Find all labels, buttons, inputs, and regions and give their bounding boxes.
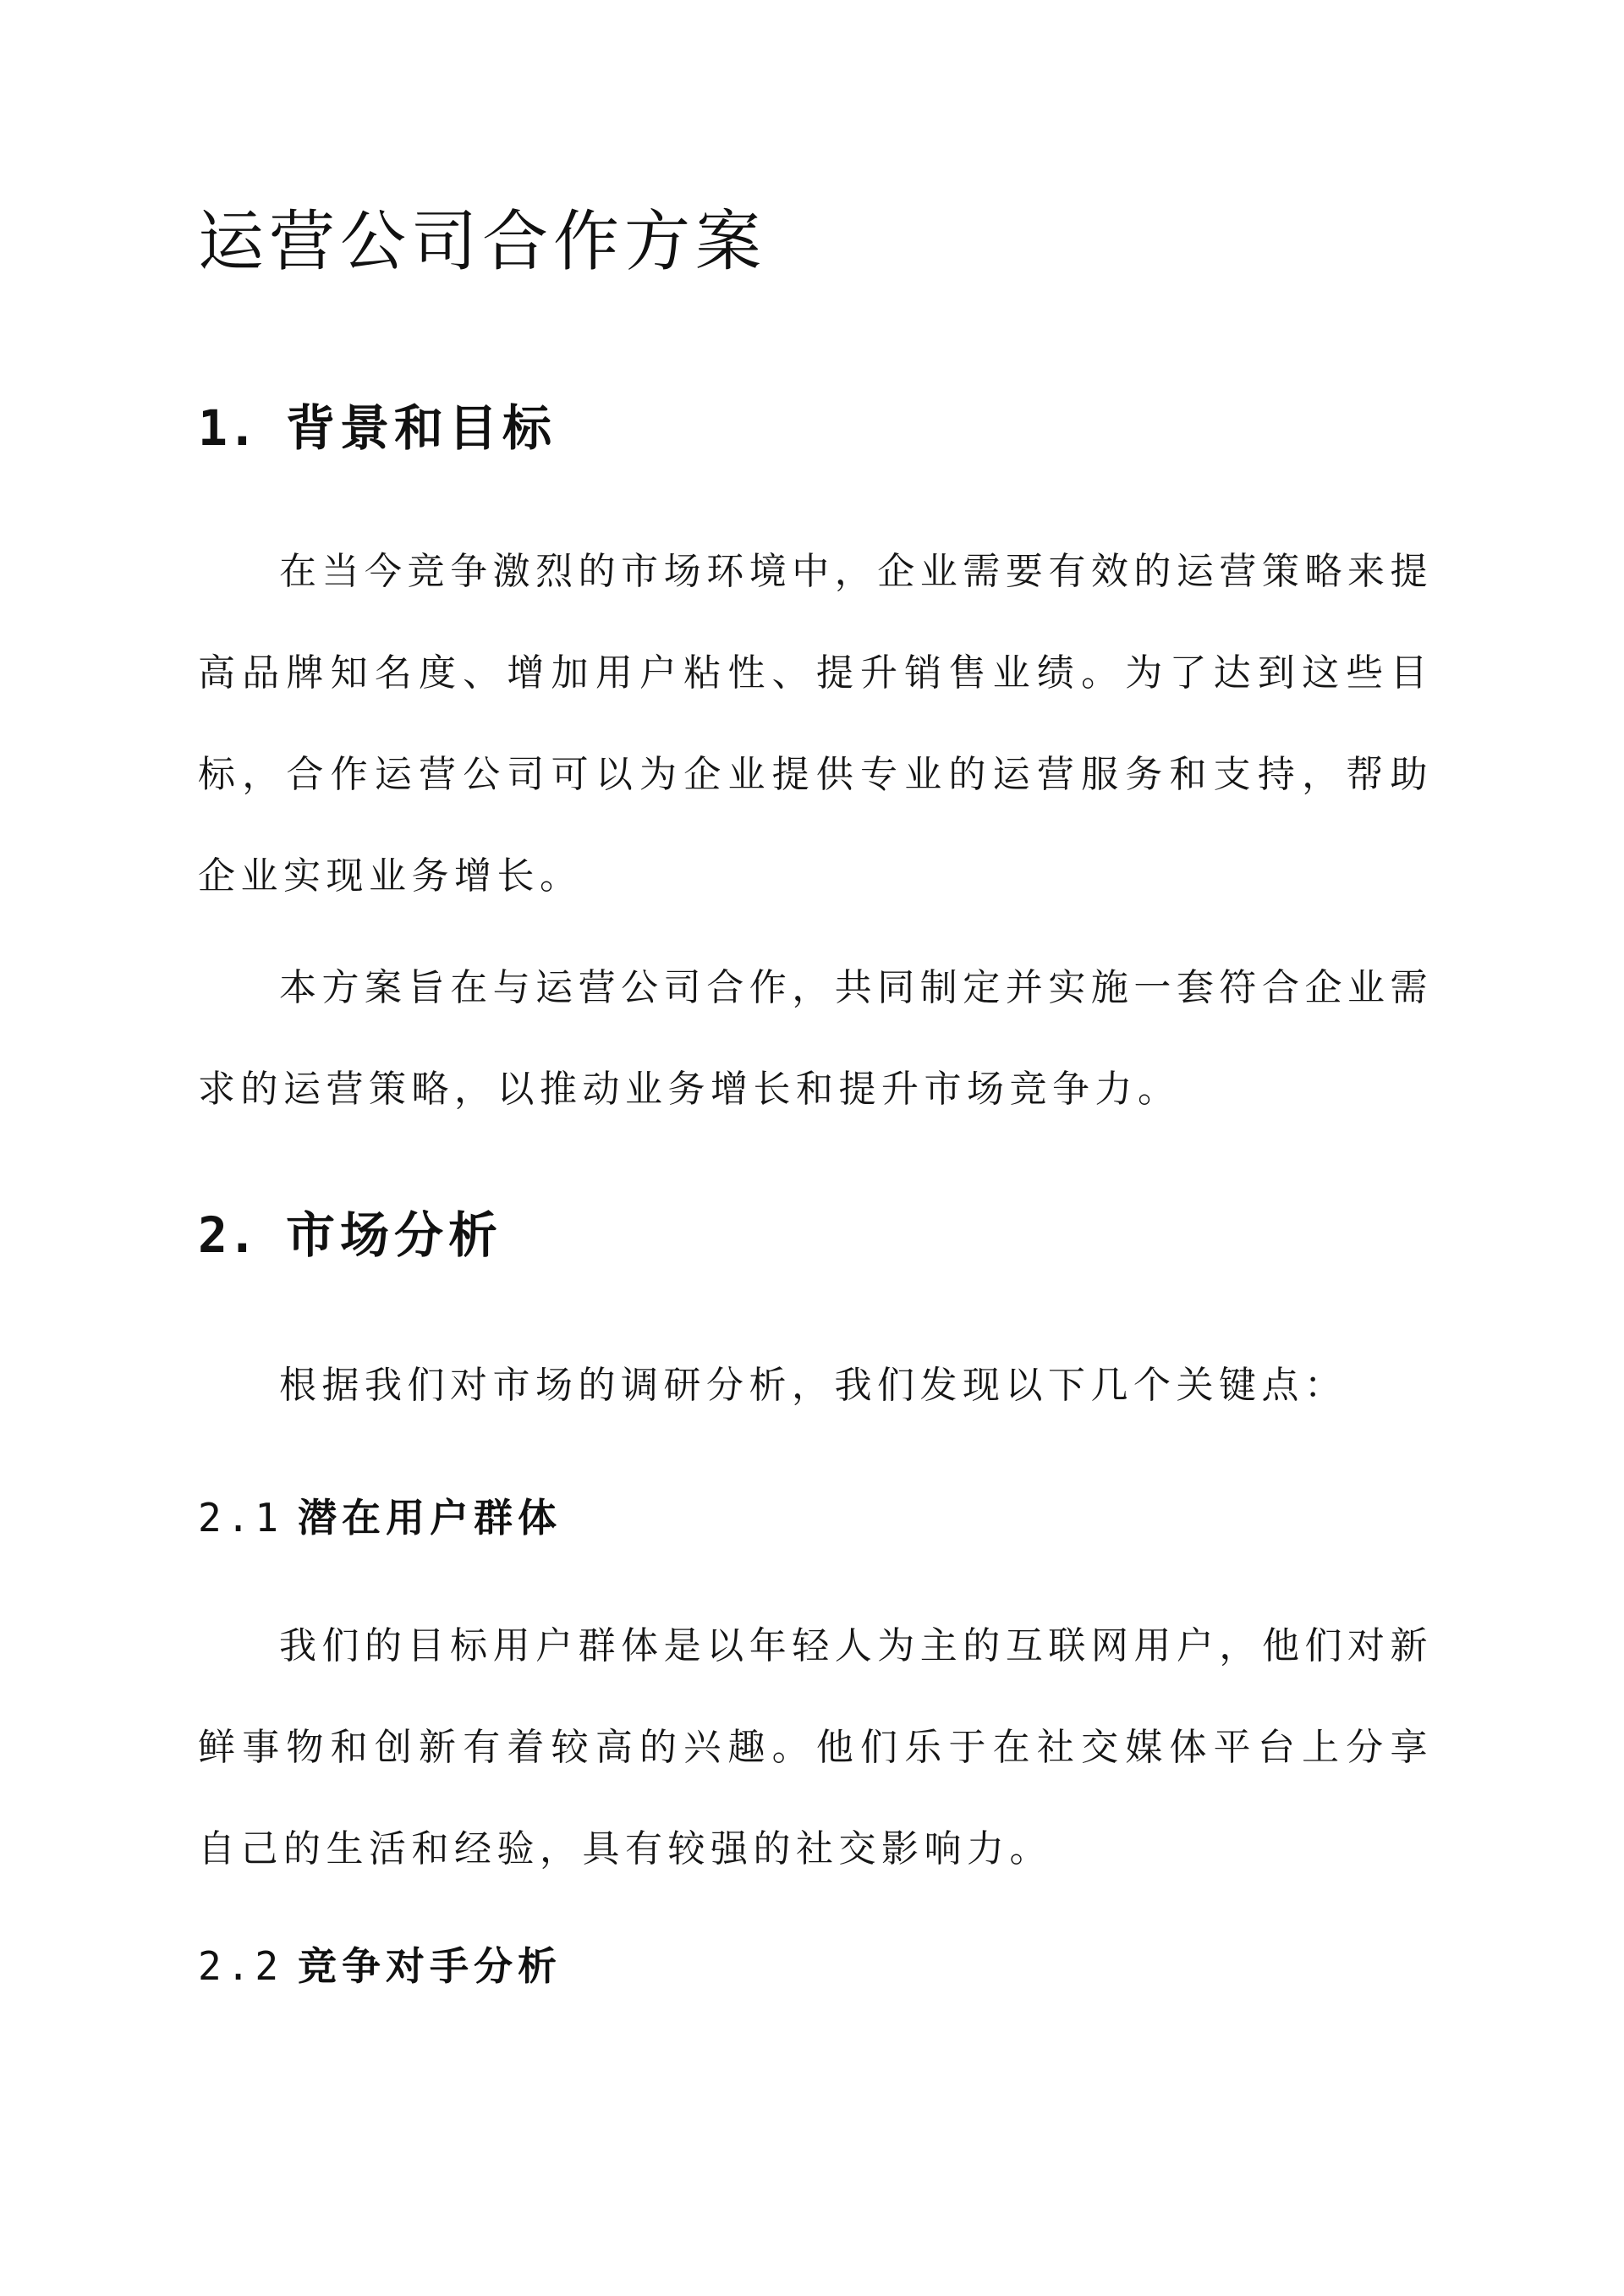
paragraph-background-1: 在当今竞争激烈的市场环境中，企业需要有效的运营策略来提高品牌知名度、增加用户粘性、提升销售业绩。为了达到这些目标，合作运营公司可以为企业提供专业的运营服务和支持，帮助企业实现业务增长。 [198, 550, 1433, 898]
section-heading-background [198, 394, 557, 462]
subsection-heading-potential-users [198, 1491, 562, 1545]
subsection-number: 2.2 [198, 1943, 284, 1989]
section-title: 市场分析 [286, 1206, 503, 1264]
paragraph-background-2: 本方案旨在与运营公司合作，共同制定并实施一套符合企业需求的运营策略，以推动业务增长和提升市场竞争力。 [198, 966, 1433, 1111]
subsection-number: 2.1 [198, 1495, 284, 1541]
subsection-heading-competitor-analysis [198, 1939, 562, 1993]
paragraph-potential-users: 我们的目标用户群体是以年轻人为主的互联网用户，他们对新鲜事物和创新有着较高的兴趣。他们乐于在社交媒体平台上分享自己的生活和经验，具有较强的社交影响力。 [198, 1624, 1433, 1870]
document-title: 运营公司合作方案 [198, 204, 767, 280]
subsection-title: 潜在用户群体 [298, 1495, 562, 1541]
section-number: 2. [198, 1206, 257, 1264]
section-number: 1. [198, 399, 257, 457]
subsection-title: 竞争对手分析 [298, 1943, 562, 1989]
section-heading-market-analysis [198, 1201, 502, 1269]
section-title: 背景和目标 [286, 399, 557, 457]
paragraph-market-intro: 根据我们对市场的调研分析，我们发现以下几个关键点： [279, 1364, 1347, 1407]
